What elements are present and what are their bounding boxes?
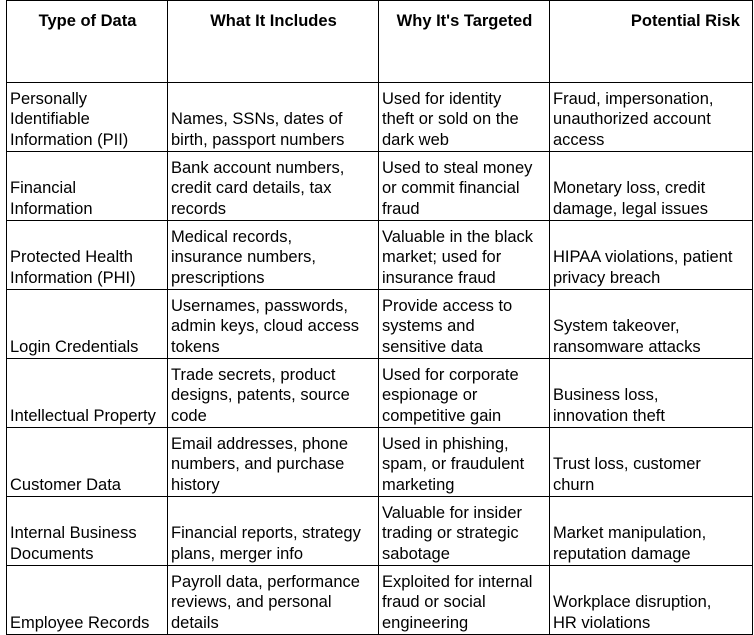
- risk-cell: Market manipulation, reputation damage: [550, 497, 753, 566]
- includes-cell: Email addresses, phone numbers, and purchase history: [168, 428, 379, 497]
- table-row: [7, 152, 753, 221]
- table-row: [7, 497, 753, 566]
- header-why-targeted: Why It's Targeted: [379, 1, 550, 83]
- includes-cell: Financial reports, strategy plans, merger info: [168, 497, 379, 566]
- table-row: [7, 221, 753, 290]
- type-cell: Customer Data: [7, 428, 168, 497]
- data-risk-table: [6, 0, 753, 635]
- header-potential-risk: Potential Risk: [550, 1, 753, 83]
- table-row: [7, 290, 753, 359]
- includes-cell: Bank account numbers, credit card details, tax records: [168, 152, 379, 221]
- targeted-cell: Exploited for internal fraud or social engineering: [379, 566, 550, 635]
- risk-cell: HIPAA violations, patient privacy breach: [550, 221, 753, 290]
- risk-cell: System takeover, ransomware attacks: [550, 290, 753, 359]
- table-row: [7, 359, 753, 428]
- type-cell: Protected Health Information (PHI): [7, 221, 168, 290]
- includes-cell: Trade secrets, product designs, patents, source code: [168, 359, 379, 428]
- table-row: [7, 83, 753, 152]
- type-cell: Internal Business Documents: [7, 497, 168, 566]
- includes-cell: Medical records, insurance numbers, prescriptions: [168, 221, 379, 290]
- type-cell: Employee Records: [7, 566, 168, 635]
- risk-cell: Fraud, impersonation, unauthorized account access: [550, 83, 753, 152]
- type-cell: Personally Identifiable Information (PII): [7, 83, 168, 152]
- header-type-of-data: Type of Data: [7, 1, 168, 83]
- type-cell: Intellectual Property: [7, 359, 168, 428]
- targeted-cell: Valuable for insider trading or strategic sabotage: [379, 497, 550, 566]
- type-cell: Financial Information: [7, 152, 168, 221]
- risk-cell: Monetary loss, credit damage, legal issues: [550, 152, 753, 221]
- includes-cell: Names, SSNs, dates of birth, passport numbers: [168, 83, 379, 152]
- table-row: [7, 566, 753, 635]
- targeted-cell: Used to steal money or commit financial fraud: [379, 152, 550, 221]
- includes-cell: Payroll data, performance reviews, and personal details: [168, 566, 379, 635]
- targeted-cell: Used in phishing, spam, or fraudulent marketing: [379, 428, 550, 497]
- targeted-cell: Provide access to systems and sensitive data: [379, 290, 550, 359]
- header-what-it-includes: What It Includes: [168, 1, 379, 83]
- targeted-cell: Valuable in the black market; used for insurance fraud: [379, 221, 550, 290]
- risk-cell: Trust loss, customer churn: [550, 428, 753, 497]
- type-cell: Login Credentials: [7, 290, 168, 359]
- targeted-cell: Used for corporate espionage or competitive gain: [379, 359, 550, 428]
- header-row: [7, 1, 753, 83]
- risk-cell: Business loss, innovation theft: [550, 359, 753, 428]
- targeted-cell: Used for identity theft or sold on the dark web: [379, 83, 550, 152]
- table-row: [7, 428, 753, 497]
- risk-cell: Workplace disruption, HR violations: [550, 566, 753, 635]
- includes-cell: Usernames, passwords, admin keys, cloud access tokens: [168, 290, 379, 359]
